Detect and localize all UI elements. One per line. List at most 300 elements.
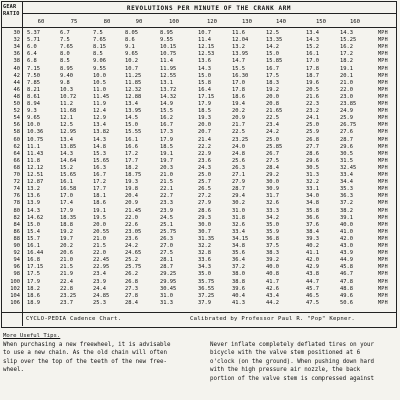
speed-cell: 8.0 [60,51,70,58]
mph-unit-label: MPH [378,86,388,93]
speed-cell: 33.4 [340,172,353,178]
speed-cell: 6.8 [27,58,37,65]
speed-cell: 23.4 [266,122,279,129]
speed-cell: 13.4 [93,122,106,129]
speed-cell: 9.1 [125,44,135,51]
speed-cell: 17.2 [93,179,106,186]
rpm-header-120: 120 [206,19,218,25]
speed-cell: 30.7 [198,228,211,235]
speed-cell: 21.9 [60,271,73,278]
speed-cell: 42.9 [306,264,319,271]
speed-cell: 18.3 [266,79,279,86]
speed-cell: 23.3 [160,200,173,207]
speed-cell: 38.2 [340,207,353,214]
speed-cell: 24.2 [266,129,279,136]
speed-cell: 48.8 [340,285,353,292]
note-line: wheel. [3,367,24,374]
speed-cell: 23.25 [60,292,77,299]
gear-ratio-cell: 36 [13,51,20,58]
speed-cell: 19.6 [306,79,319,86]
speed-cell: 18.5 [198,108,211,115]
mph-unit-label: MPH [378,150,388,157]
speed-cell: 12.55 [160,72,177,79]
gear-ratio-cell: 80 [13,207,20,214]
gear-ratio-cell: 100 [10,278,20,285]
speed-cell: 14.3 [60,150,73,157]
speed-cell: 26.5 [198,186,211,193]
rpm-header-90: 90 [135,19,143,25]
speed-cell: 11.9 [93,101,106,107]
speed-cell: 37.9 [198,299,211,306]
speed-cell: 33.1 [306,186,319,193]
speed-cell: 50.6 [340,299,353,306]
speed-cell: 10.36 [27,129,44,136]
gear-ratio-cell: 74 [13,186,20,193]
speed-cell: 45.7 [306,285,319,292]
speed-cell: 35.0 [198,271,211,278]
speed-cell: 19.3 [198,115,211,122]
speed-cell: 49.6 [340,292,353,299]
mph-unit-label: MPH [378,58,388,65]
speed-cell: 42.0 [340,235,353,242]
speed-cell: 35.0 [266,221,279,228]
speed-cell: 16.30 [232,72,249,79]
speed-cell: 12.1 [60,115,73,122]
speed-cell: 14.2 [266,44,279,51]
speed-cell: 31.7 [266,193,279,200]
speed-cell: 19.7 [160,157,173,164]
speed-cell: 11.43 [27,150,44,157]
speed-cell: 15.5 [160,108,173,115]
speed-cell: 25.75 [125,264,142,271]
speed-cell: 6.4 [27,51,37,58]
speed-cell: 5.37 [27,30,40,36]
speed-cell: 31.0 [232,207,245,214]
speed-cell: 18.2 [27,285,40,292]
speed-cell: 25.9 [340,115,353,122]
speed-cell: 40.0 [266,264,279,271]
speed-cell: 8.15 [93,44,106,51]
speed-cell: 27.2 [198,193,211,200]
speed-cell: 9.8 [60,79,70,86]
speed-cell: 20.2 [60,243,73,249]
speed-cell: 26.7 [266,150,279,157]
speed-cell: 26.2 [125,271,138,278]
speed-cell: 15.25 [340,37,357,44]
speed-cell: 16.7 [160,122,173,129]
speed-cell: 29.95 [160,278,177,285]
speed-cell: 14.9 [160,101,173,107]
gear-ratio-cell: 90 [13,243,20,249]
chart-footer-name: CYCLO-PEDIA Cadence Chart. [26,316,122,322]
mph-unit-label: MPH [378,136,388,143]
speed-cell: 31.3 [160,299,173,306]
speed-cell: 27.9 [232,179,245,186]
speed-cell: 17.0 [232,79,245,86]
speed-cell: 13.6 [27,193,40,200]
gear-ratio-cell: 48 [13,93,20,100]
speed-cell: 19.4 [232,101,245,107]
speed-cell: 35.75 [198,278,215,285]
speed-cell: 19.2 [266,86,279,93]
speed-cell: 22.7 [160,193,173,200]
speed-cell: 23.85 [340,101,357,107]
speed-cell: 41.0 [340,228,353,235]
speed-cell: 13.2 [232,44,245,51]
speed-cell: 38.0 [232,271,245,278]
speed-cell: 17.5 [266,72,279,79]
speed-cell: 20.5 [306,86,319,93]
speed-cell: 9.55 [93,65,106,72]
speed-cell: 31.3 [306,172,319,178]
speed-cell: 26.8 [306,136,319,143]
speed-cell: 5.71 [27,37,40,44]
speed-cell: 8.5 [60,58,70,65]
gear-ratio-cell: 92 [13,250,20,257]
speed-cell: 37.2 [232,264,245,271]
speed-cell: 23.2 [306,108,319,115]
mph-unit-label: MPH [378,221,388,228]
speed-cell: 23.6 [198,157,211,164]
speed-cell: 8.21 [27,86,40,93]
speed-cell: 27.5 [160,250,173,257]
speed-cell: 23.4 [93,271,106,278]
speed-cell: 22.5 [232,129,245,136]
speed-cell: 11.4 [198,37,211,44]
speed-cell: 11.45 [93,93,110,100]
speed-cell: 24.8 [232,150,245,157]
speed-cell: 17.8 [232,86,245,93]
mph-unit-label: MPH [378,129,388,136]
speed-cell: 17.9 [160,136,173,143]
speed-cell: 27.0 [160,243,173,249]
speed-cell: 11.85 [125,79,142,86]
gear-ratio-cell: 58 [13,129,20,136]
speed-cell: 29.25 [160,271,177,278]
mph-unit-label: MPH [378,93,388,100]
speed-cell: 39.3 [306,235,319,242]
speed-cell: 43.9 [340,250,353,257]
speed-cell: 9.06 [93,58,106,65]
rpm-header-75: 75 [70,19,78,25]
speed-cell: 35.3 [340,186,353,193]
speed-cell: 19.1 [340,65,353,72]
speed-cell: 13.95 [125,108,142,115]
speed-cell: 29.6 [306,157,319,164]
gear-ratio-cell: 34 [13,44,20,51]
speed-cell: 14.7 [232,58,245,65]
speed-cell: 26.3 [232,164,245,171]
mph-unit-label: MPH [378,299,388,306]
speed-cell: 36.3 [340,193,353,200]
note-line: Never inflate completely deflated tires on your [210,342,375,348]
speed-cell: 8.05 [125,30,138,36]
speed-cell: 15.0 [266,51,279,58]
speed-cell: 36.6 [306,214,319,221]
speed-cell: 7.65 [93,37,106,44]
speed-cell: 10.5 [93,79,106,86]
speed-cell: 40.8 [266,271,279,278]
speed-cell: 15.55 [125,129,142,136]
gear-ratio-cell: 52 [13,108,20,115]
speed-cell: 14.62 [27,214,44,221]
speed-cell: 15.0 [27,221,40,228]
mph-unit-label: MPH [378,235,388,242]
speed-cell: 22.9 [198,150,211,157]
mph-unit-label: MPH [378,250,388,257]
speed-cell: 24.85 [93,292,110,299]
speed-cell: 17.9 [60,207,73,214]
mph-unit-label: MPH [378,37,388,44]
mph-unit-label: MPH [378,79,388,86]
speed-cell: 17.2 [340,51,353,58]
speed-cell: 27.7 [306,143,319,150]
speed-cell: 34.0 [306,193,319,200]
speed-cell: 24.4 [93,285,106,292]
mph-unit-label: MPH [378,207,388,214]
speed-cell: 46.5 [306,292,319,299]
speed-cell: 10.75 [27,136,44,143]
speed-cell: 20.9 [232,115,245,122]
speed-cell: 9.65 [125,51,138,58]
gear-ratio-cell: 94 [13,257,20,264]
speed-cell: 20.6 [60,250,73,257]
speed-cell: 17.0 [60,193,73,200]
speed-cell: 20.55 [93,228,110,235]
speed-cell: 8.95 [60,65,73,72]
speed-cell: 43.8 [306,271,319,278]
mph-unit-label: MPH [378,264,388,271]
speed-cell: 13.9 [27,200,40,207]
speed-cell: 10.0 [27,122,40,129]
speed-cell: 21.65 [266,108,283,115]
speed-cell: 16.1 [27,243,40,249]
speed-cell: 33.4 [232,228,245,235]
speed-cell: 10.3 [60,86,73,93]
speed-cell: 28.7 [340,136,353,143]
speed-cell: 35.9 [266,228,279,235]
speed-cell: 25.9 [306,129,319,136]
header-divider [1,27,396,28]
speed-cell: 27.3 [125,285,138,292]
speed-cell: 39.2 [266,257,279,264]
speed-cell: 42.0 [306,257,319,264]
rpm-header-60: 60 [37,19,45,25]
speed-cell: 24.1 [306,115,319,122]
speed-cell: 22.2 [198,143,211,150]
speed-cell: 11.8 [27,157,40,164]
speed-cell: 37.5 [266,243,279,249]
mph-unit-label: MPH [378,72,388,79]
gear-ratio-cell: 88 [13,235,20,242]
speed-cell: 19.2 [60,228,73,235]
gear-ratio-cell: 82 [13,214,20,221]
speed-cell: 6.0 [27,44,37,51]
speed-cell: 7.85 [27,79,40,86]
speed-cell: 34.2 [266,214,279,221]
speed-cell: 16.4 [198,86,211,93]
speed-cell: 21.4 [198,136,211,143]
speed-cell: 20.8 [266,101,279,107]
speed-cell: 19.5 [93,214,106,221]
speed-cell: 14.8 [93,143,106,150]
speed-cell: 14.3 [340,30,353,36]
mph-unit-label: MPH [378,271,388,278]
mph-unit-label: MPH [378,44,388,51]
speed-cell: 16.7 [266,65,279,72]
speed-cell: 21.6 [306,93,319,100]
speed-cell: 32.8 [198,250,211,257]
speed-cell: 7.65 [60,44,73,51]
speed-cell: 12.9 [93,115,106,122]
speed-cell: 27.1 [232,172,245,178]
speed-cell: 40.2 [306,243,319,249]
speed-cell: 8.6 [125,37,135,44]
speed-cell: 23.05 [125,228,142,235]
speed-cell: 14.3 [198,65,211,72]
speed-cell: 25.6 [232,157,245,164]
speed-cell: 16.8 [27,257,40,264]
speed-cell: 45.8 [340,264,353,271]
mph-unit-label: MPH [378,101,388,107]
speed-cell: 10.75 [160,51,177,58]
chart-title: REVOLUTIONS PER MINUTE OF THE CRANK ARM [126,5,292,12]
speed-cell: 16.7 [93,172,106,178]
speed-cell: 23.6 [125,235,138,242]
speed-cell: 26.3 [160,235,173,242]
speed-cell: 14.3 [306,37,319,44]
speed-cell: 11.1 [27,143,40,150]
speed-cell: 15.4 [27,228,40,235]
rpm-header-160: 160 [349,19,361,25]
mph-unit-label: MPH [378,193,388,200]
speed-cell: 33.6 [198,257,211,264]
speed-cell: 17.3 [160,129,173,136]
speed-cell: 13.85 [60,143,77,150]
speed-cell: 31.5 [340,157,353,164]
speed-cell: 13.6 [198,58,211,65]
gear-ratio-cell: 106 [10,299,20,306]
gear-ratio-cell: 50 [13,101,20,107]
speed-cell: 21.0 [60,257,73,264]
mph-unit-label: MPH [378,243,388,249]
speed-cell: 21.0 [340,79,353,86]
mph-unit-label: MPH [378,179,388,186]
speed-cell: 46.7 [340,271,353,278]
speed-cell: 15.0 [125,122,138,129]
speed-cell: 40.4 [232,292,245,299]
speed-cell: 18.8 [60,221,73,228]
speed-cell: 22.0 [93,250,106,257]
speed-cell: 24.5 [160,214,173,221]
speed-cell: 27.6 [340,129,353,136]
speed-cell: 35.6 [232,250,245,257]
speed-cell: 20.7 [198,129,211,136]
speed-cell: 18.5 [160,143,173,150]
rpm-header-100: 100 [168,19,180,25]
speed-cell: 47.5 [306,299,319,306]
speed-cell: 12.32 [125,86,142,93]
gear-ratio-cell: 84 [13,221,20,228]
gear-ratio-cell: 76 [13,193,20,200]
gear-ratio-header: GEAR RATIO [3,4,20,17]
speed-cell: 12.15 [198,44,215,51]
note-line: slip over the top of the teeth of the new free- [3,358,168,365]
speed-cell: 20.0 [198,122,211,129]
speed-cell: 20.4 [125,193,138,200]
speed-cell: 41.1 [306,250,319,257]
speed-cell: 24.3 [198,164,211,171]
speed-cell: 10.72 [60,93,77,100]
speed-cell: 13.72 [160,86,177,93]
speed-cell: 18.1 [93,193,106,200]
speed-cell: 7.5 [93,30,103,36]
speed-cell: 22.6 [125,221,138,228]
speed-cell: 12.88 [125,93,142,100]
speed-cell: 21.5 [60,264,73,271]
speed-cell: 13.1 [160,79,173,86]
speed-cell: 22.1 [160,186,173,193]
rpm-header-130: 130 [241,19,253,25]
speed-cell: 15.65 [93,157,110,164]
speed-cell: 18.35 [60,214,77,221]
gear-ratio-cell: 62 [13,143,20,150]
speed-cell: 15.3 [93,150,106,157]
gear-ratio-cell: 42 [13,72,20,79]
speed-cell: 28.6 [198,207,211,214]
speed-cell: 28.1 [160,257,173,264]
speed-cell: 22.8 [60,285,73,292]
speed-cell: 37.2 [340,200,353,207]
speed-cell: 7.15 [27,65,40,72]
speed-cell: 19.1 [160,150,173,157]
speed-cell: 18.6 [93,200,106,207]
mph-unit-label: MPH [378,228,388,235]
speed-cell: 32.6 [266,200,279,207]
speed-cell: 17.15 [198,93,215,100]
speed-cell: 37.25 [198,292,215,299]
speed-cell: 17.15 [27,264,44,271]
speed-cell: 20.0 [93,221,106,228]
speed-cell: 30.0 [198,221,211,228]
speed-cell: 26.8 [125,278,138,285]
speed-cell: 16.44 [27,250,44,257]
gear-ratio-cell: 40 [13,65,20,72]
speed-cell: 25.0 [306,122,319,129]
gear-ratio-cell: 96 [13,264,20,271]
speed-cell: 47.8 [340,278,353,285]
speed-cell: 26.75 [340,122,357,129]
gear-ratio-cell: 30 [13,30,20,36]
speed-cell: 23.0 [340,93,353,100]
speed-cell: 34.4 [340,179,353,186]
speed-cell: 34.8 [306,200,319,207]
speed-cell: 27.9 [198,200,211,207]
speed-cell: 25.1 [160,221,173,228]
speed-cell: 19.8 [125,186,138,193]
speed-cell: 10.0 [93,72,106,79]
speed-cell: 17.5 [27,271,40,278]
speed-cell: 20.3 [160,164,173,171]
speed-cell: 7.5 [60,37,70,44]
speed-cell: 14.3 [27,207,40,214]
speed-cell: 10.7 [198,30,211,36]
speed-cell: 30.2 [232,200,245,207]
note-line: When purchasing a new freewheel, it is advisable [3,342,171,348]
mph-unit-label: MPH [378,214,388,221]
speed-cell: 23.7 [60,299,73,306]
speed-cell: 25.0 [266,136,279,143]
